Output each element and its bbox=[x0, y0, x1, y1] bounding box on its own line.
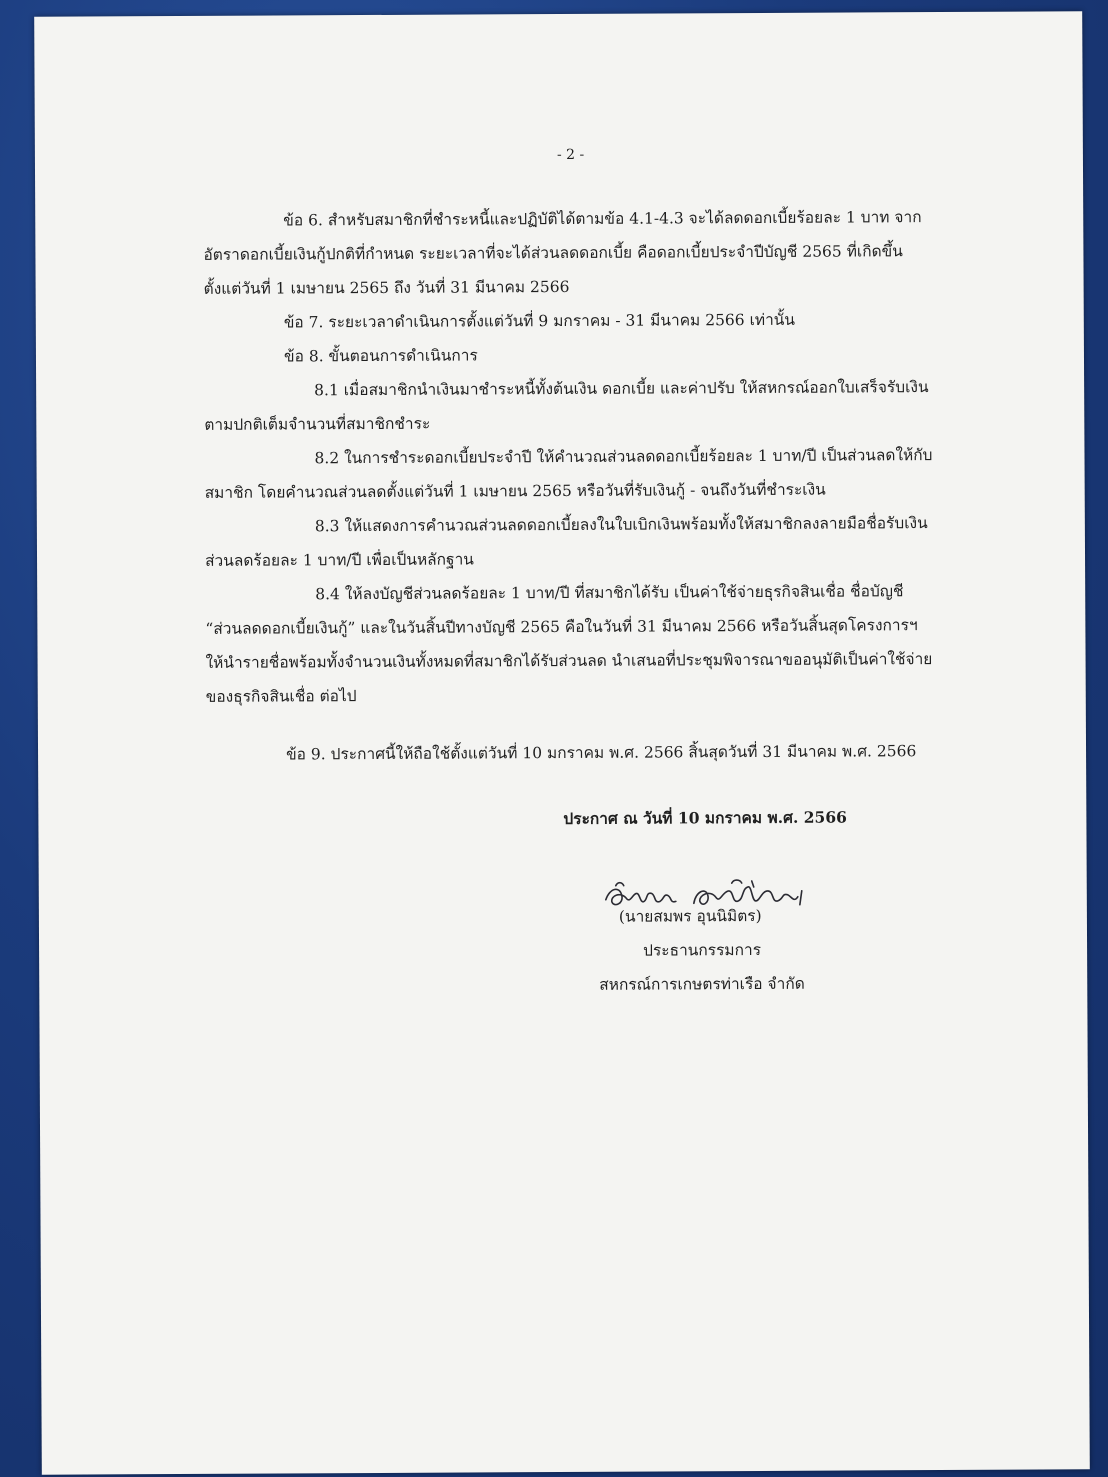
clause-8-3-line-1: 8.3 ให้แสดงการคำนวณส่วนลดดอกเบี้ยลงในใบเบิกเงินพร้อมทั้งให้สมาชิกลงลายมือชื่อรับเงิน bbox=[314, 514, 928, 536]
clause-8-1-line-2: ตามปกติเต็มจำนวนที่สมาชิกชำระ bbox=[204, 414, 431, 434]
clause-6-line-3: ตั้งแต่วันที่ 1 เมษายน 2565 ถึง วันที่ 31 มีนาคม 2566 bbox=[203, 277, 570, 298]
clause-9: ข้อ 9. ประกาศนี้ให้ถือใช้ตั้งแต่วันที่ 10 มกราคม พ.ศ. 2566 สิ้นสุดวันที่ 31 มีนาคม พ.ศ. 2566 bbox=[286, 742, 917, 764]
clause-8-3-line-2: ส่วนลดร้อยละ 1 บาท/ปี เพื่อเป็นหลักฐาน bbox=[204, 550, 474, 570]
signatory-organization: สหกรณ์การเกษตรท่าเรือ จำกัด bbox=[599, 974, 805, 994]
document-page bbox=[34, 11, 1090, 1474]
clause-8-4-line-3: ให้นำรายชื่อพร้อมทั้งจำนวนเงินทั้งหมดที่สมาชิกได้รับส่วนลด นำเสนอที่ประชุมพิจารณาขออนุมัติเป็นค่าใช้จ่าย bbox=[205, 650, 933, 672]
clause-6-line-2: อัตราดอกเบี้ยเงินกู้ปกติที่กำหนด ระยะเวลาที่จะได้ส่วนลดดอกเบี้ย คือดอกเบี้ยประจำปีบัญชี 2565 ที่เกิดขึ้น bbox=[203, 242, 903, 264]
clause-8-2-line-2: สมาชิก โดยคำนวณส่วนลดตั้งแต่วันที่ 1 เมษายน 2565 หรือวันที่รับเงินกู้ - จนถึงวันที่ชำระเงิน bbox=[204, 480, 826, 502]
clause-8-1-line-1: 8.1 เมื่อสมาชิกนำเงินมาชำระหนี้ทั้งต้นเงิน ดอกเบี้ย และค่าปรับ ให้สหกรณ์ออกใบเสร็จรับเงิน bbox=[314, 378, 929, 400]
signatory-name: (นายสมพร อุนนิมิตร) bbox=[618, 906, 762, 926]
signatory-position: ประธานกรรมการ bbox=[643, 940, 762, 960]
announcement-date: ประกาศ ณ วันที่ 10 มกราคม พ.ศ. 2566 bbox=[563, 807, 847, 828]
clause-6-line-1: ข้อ 6. สำหรับสมาชิกที่ชำระหนี้และปฏิบัติได้ตามข้อ 4.1-4.3 จะได้ลดดอกเบี้ยร้อยละ 1 บาท จาก bbox=[283, 208, 922, 230]
clause-8-4-line-4: ของธุรกิจสินเชื่อ ต่อไป bbox=[205, 687, 357, 706]
clause-8-4-line-2: “ส่วนลดดอกเบี้ยเงินกู้” และในวันสิ้นปีทางบัญชี 2565 คือในวันที่ 31 มีนาคม 2566 หรือวันสิ้นสุดโครงการฯ bbox=[205, 616, 918, 638]
page-number: - 2 - bbox=[556, 146, 585, 164]
clause-8-2-line-1: 8.2 ในการชำระดอกเบี้ยประจำปี ให้คำนวณส่วนลดดอกเบี้ยร้อยละ 1 บาท/ปี เป็นส่วนลดให้กับ bbox=[314, 446, 933, 468]
clause-7: ข้อ 7. ระยะเวลาดำเนินการตั้งแต่วันที่ 9 มกราคม - 31 มีนาคม 2566 เท่านั้น bbox=[283, 310, 796, 332]
clause-8-title: ข้อ 8. ขั้นตอนการดำเนินการ bbox=[283, 346, 478, 366]
clause-8-4-line-1: 8.4 ให้ลงบัญชีส่วนลดร้อยละ 1 บาท/ปี ที่สมาชิกได้รับ เป็นค่าใช้จ่ายธุรกิจสินเชื่อ ชื่อบัญชี bbox=[315, 582, 904, 604]
